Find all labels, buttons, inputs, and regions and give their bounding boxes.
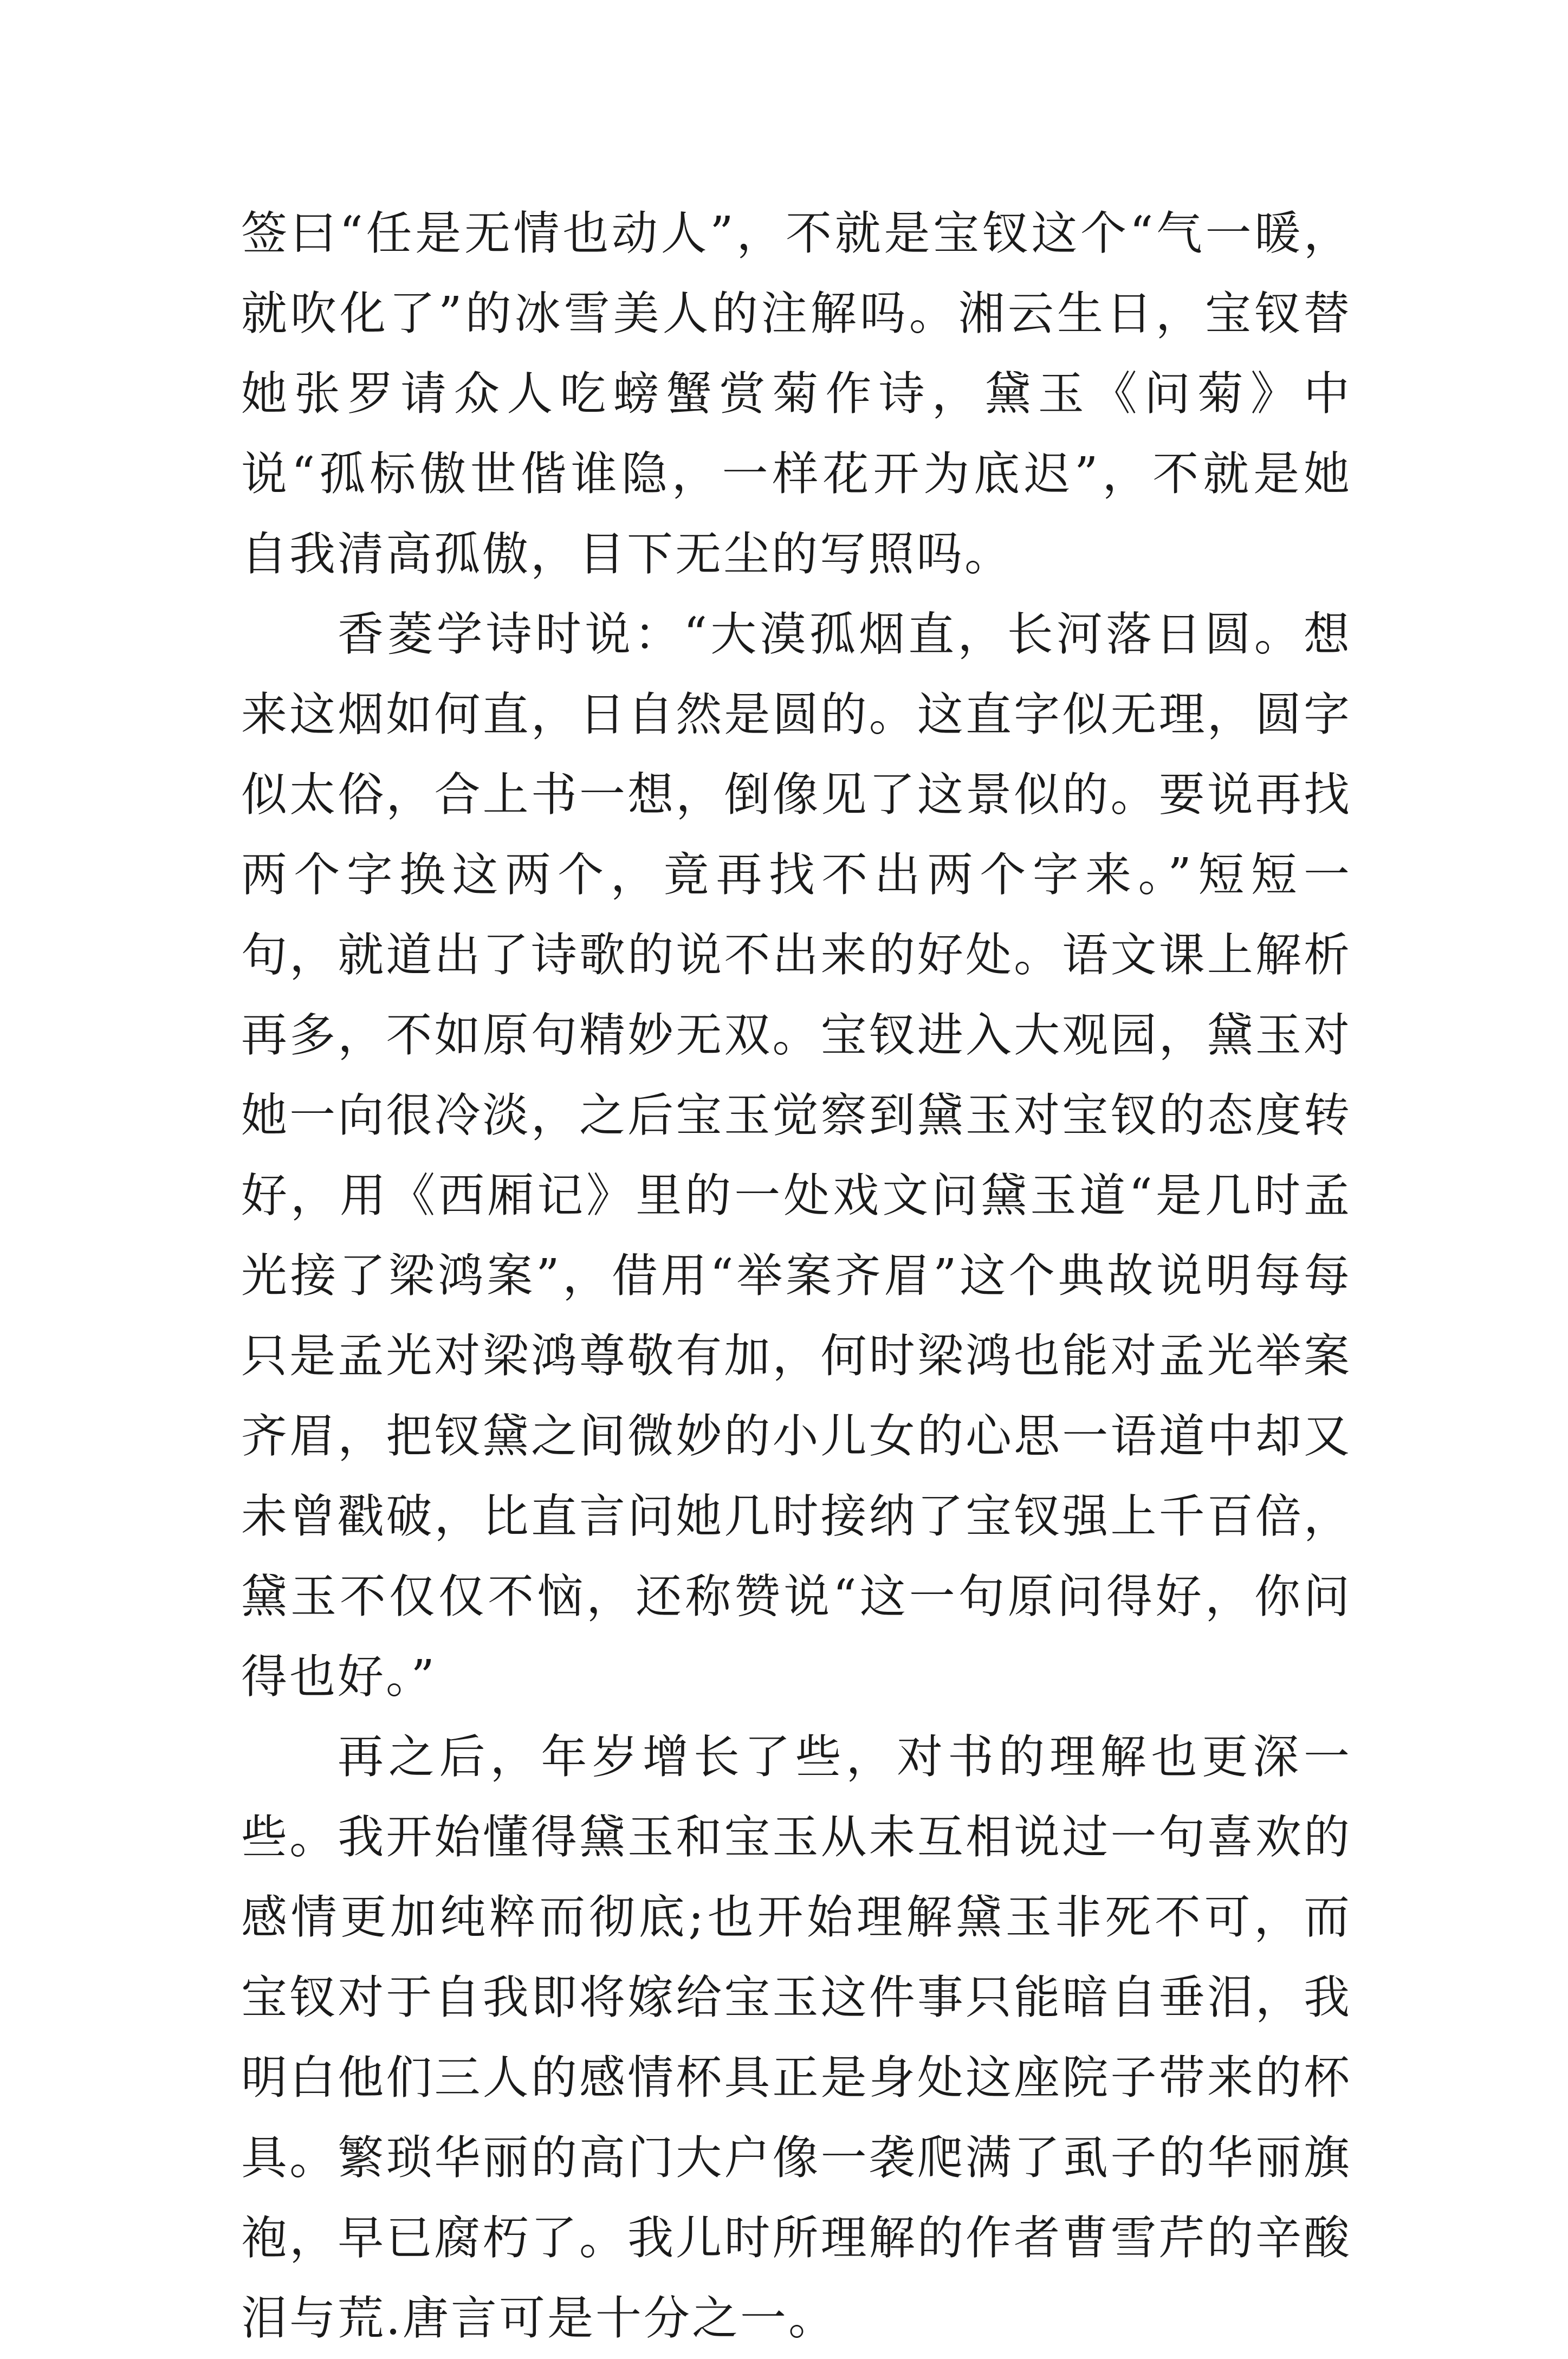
paragraph-2: 香菱学诗时说：“大漠孤烟直，长河落日圆。想来这烟如何直，日自然是圆的。这直字似无理，圆字似太俗，合上书一想，倒像见了这景似的。要说再找两个字换这两个，竟再找不出两个字来。”短短一句，就道出了诗歌的说不出来的好处。语文课上解析再多，不如原句精妙无双。宝钗进入大观园，黛玉对她一向很冷淡，之后宝玉觉察到黛玉对宝钗的态度转好，用《西厢记》里的一处戏文问黛玉道“是几时孟光接了梁鸿案”，借用“举案齐眉”这个典故说明每每只是孟光对梁鸿尊敬有加，何时梁鸿也能对孟光举案齐眉，把钗黛之间微妙的小儿女的心思一语道中却又未曾戳破，比直言问她几时接纳了宝钗强上千百倍，黛玉不仅仅不恼，还称赞说“这一句原问得好，你问得也好。” <box>241 608 1352 1704</box>
body-text <box>241 194 1352 2359</box>
paragraph-3: 再之后，年岁增长了些，对书的理解也更深一些。我开始懂得黛玉和宝玉从未互相说过一句喜欢的感情更加纯粹而彻底;也开始理解黛玉非死不可，而宝钗对于自我即将嫁给宝玉这件事只能暗自垂泪，我明白他们三人的感情杯具正是身处这座院子带来的杯具。繁琐华丽的高门大户像一袭爬满了虱子的华丽旗袍，早已腐朽了。我儿时所理解的作者曹雪芹的辛酸泪与荒.唐言可是十分之一。 <box>241 1731 1352 2345</box>
paragraph-1: 签曰“任是无情也动人”，不就是宝钗这个“气一暖，就吹化了”的冰雪美人的注解吗。湘云生日，宝钗替她张罗请众人吃螃蟹赏菊作诗，黛玉《问菊》中说“孤标傲世偕谁隐，一样花开为底迟”，不就是她自我清高孤傲，目下无尘的写照吗。 <box>241 207 1352 581</box>
